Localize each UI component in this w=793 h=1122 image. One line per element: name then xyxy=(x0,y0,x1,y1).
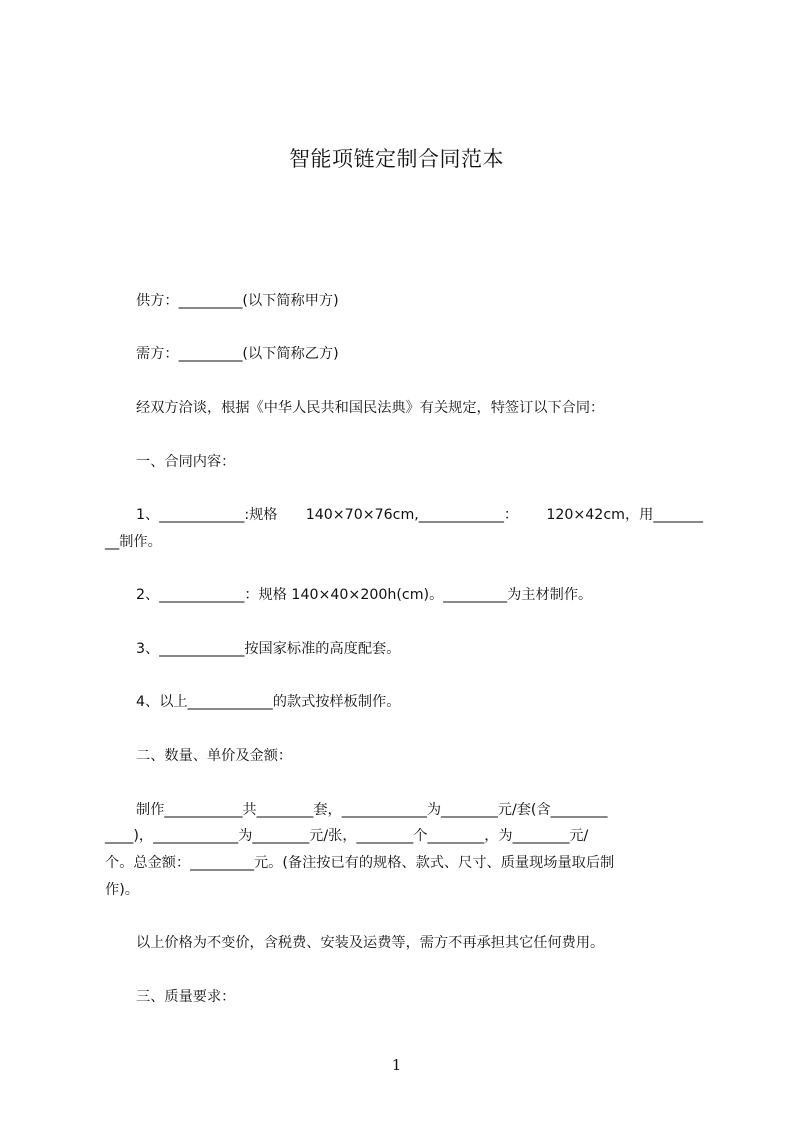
price-note-paragraph: 以上价格为不变价，含税费、安装及运费等，需方不再承担其它任何费用。 xyxy=(136,935,605,951)
section-1-heading: 一、合同内容： xyxy=(136,454,236,470)
item-2-line: 2、____________：规格 140×40×200h(cm)。_________为主材制作。 xyxy=(136,587,593,603)
section-3-heading: 三、质量要求： xyxy=(136,989,236,1005)
item-1-part-b: 140×70×76cm,____________： xyxy=(305,507,519,523)
preamble-paragraph: 经双方洽谈，根据《中华人民共和国民法典》有关规定，特签订以下合同： xyxy=(136,400,605,416)
document-title: 智能项链定制合同范本 xyxy=(289,147,504,171)
item-1-line-1 xyxy=(136,505,703,525)
buyer-line: 需方：_________(以下简称乙方) xyxy=(136,346,339,362)
price-line-1: 制作___________共________套，____________为________元/套(含________ xyxy=(136,802,608,818)
item-1-part-c: 120×42cm，用_______ xyxy=(546,507,703,523)
item-4-line: 4、以上____________的款式按样板制作。 xyxy=(136,694,401,710)
price-line-2: ____)，____________为________元/张，________个________，为________元/ xyxy=(105,828,589,844)
supplier-line: 供方：_________(以下简称甲方) xyxy=(136,293,339,309)
item-1-line-2: __制作。 xyxy=(105,534,162,550)
price-line-3: 个。总金额：_________元。(备注按已有的规格、款式、尺寸、质量现场量取后制 xyxy=(105,855,615,871)
price-line-4: 作)。 xyxy=(105,882,139,898)
page-number: 1 xyxy=(391,1056,402,1074)
item-3-line: 3、____________按国家标准的高度配套。 xyxy=(136,641,401,657)
item-1-part-a: 1、____________:规格 xyxy=(136,507,278,523)
section-2-heading: 二、数量、单价及金额： xyxy=(136,748,293,764)
